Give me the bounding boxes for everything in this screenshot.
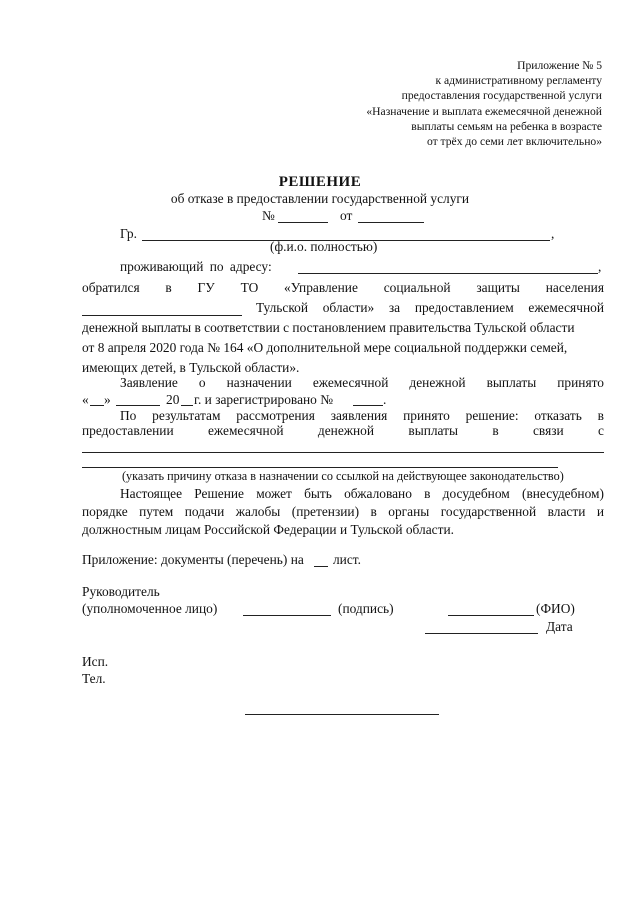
signature-date-blank: [425, 633, 538, 634]
signature-hint: (подпись): [338, 601, 394, 616]
p3-line1: По результатам рассмотрения заявления принято решение: отказать в: [120, 408, 604, 423]
citizen-comma: ,: [551, 226, 555, 241]
sheets-count-blank: [314, 566, 328, 567]
p2-line1: Заявление о назначении ежемесячной денежной выплаты принято: [120, 375, 604, 390]
p1-line1: обратился в ГУ ТО «Управление социальной защиты населения: [82, 280, 604, 295]
attachment-suffix: лист.: [333, 552, 361, 567]
p2-quote-close: »: [104, 392, 111, 407]
citizen-label: Гр.: [120, 226, 137, 241]
signature-fio-blank: [448, 615, 534, 616]
document-subtitle: об отказе в предоставлении государственной услуги: [170, 191, 470, 206]
from-label: от: [340, 208, 353, 223]
institution-blank: [82, 315, 242, 316]
p2-quote-open: «: [82, 392, 89, 407]
appendix-header: [366, 58, 602, 149]
reason-hint: (указать причину отказа в назначении со ссылкой на действующее законодательство): [122, 469, 564, 483]
head-label: Руководитель: [82, 584, 160, 599]
attachment-label: Приложение: документы (перечень) на: [82, 552, 304, 567]
fio-hint: (ф.и.о. полностью): [270, 239, 378, 254]
executor-label: Исп.: [82, 654, 109, 669]
date-blank: [358, 222, 424, 223]
document-title: РЕШЕНИЕ: [278, 174, 362, 190]
appendix-line: «Назначение и выплата ежемесячной денежной: [366, 104, 602, 118]
day-blank: [90, 405, 104, 406]
residing-label: проживающий по адресу:: [120, 259, 272, 274]
appendix-line: выплаты семьям на ребенка в возрасте: [411, 119, 602, 133]
p2-registered: г. и зарегистрировано №: [194, 392, 334, 407]
p1-line5: имеющих детей, в Тульской области».: [82, 360, 300, 375]
appendix-line: от трёх до семи лет включительно»: [426, 135, 602, 149]
signature-fio-hint: (ФИО): [536, 601, 575, 616]
p4-line1: Настоящее Решение может быть обжаловано в досудебном (внесудебном): [120, 486, 604, 501]
p3-line2: предоставлении ежемесячной денежной выплаты в связи с: [82, 423, 604, 438]
reason-blank-1: [82, 452, 604, 453]
p1-line3: денежной выплаты в соответствии с постановлением правительства Тульской области: [82, 320, 575, 335]
signature-blank: [243, 615, 331, 616]
address-comma: ,: [598, 259, 602, 274]
p4-line2: порядке путем подачи жалобы (претензии) в органы государственной власти и: [82, 504, 604, 519]
registration-number-blank: [353, 405, 383, 406]
year-blank: [181, 405, 193, 406]
month-blank: [116, 405, 160, 406]
phone-label: Тел.: [82, 671, 106, 686]
p4-line3: должностным лицам Российской Федерации и Тульской области.: [82, 522, 454, 537]
authorized-label: (уполномоченное лицо): [82, 601, 218, 616]
number-blank: [278, 222, 328, 223]
p2-year: 20: [166, 392, 180, 407]
appendix-line: предоставления государственной услуги: [401, 89, 602, 103]
p1-line2: Тульской области» за предоставлением ежемесячной: [256, 300, 604, 315]
p2-dot: .: [383, 392, 387, 407]
p1-line4: от 8 апреля 2020 года № 164 «О дополнительной мере социальной поддержки семей,: [82, 340, 568, 355]
reason-blank-2: [82, 467, 558, 468]
signature-date-label: Дата: [546, 619, 573, 634]
appendix-line: к административному регламенту: [435, 74, 602, 88]
end-rule: [245, 714, 439, 715]
appendix-line: Приложение № 5: [517, 59, 602, 72]
address-blank: [298, 273, 598, 274]
number-label: №: [262, 208, 275, 223]
